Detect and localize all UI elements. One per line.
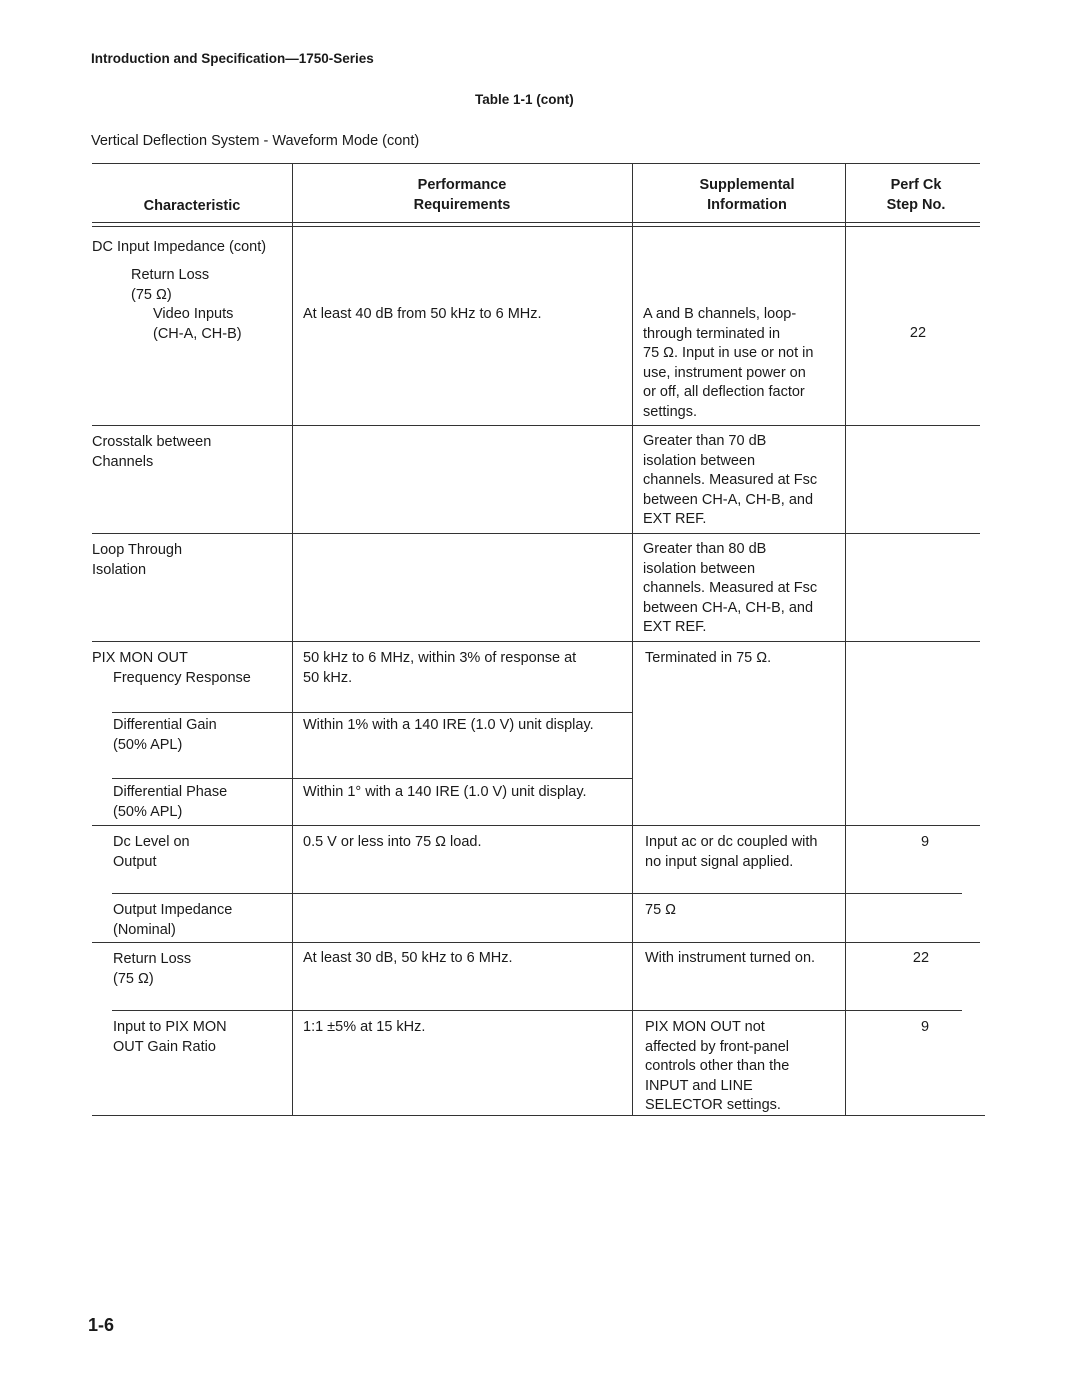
- performance: At least 40 dB from 50 kHz to 6 MHz.: [303, 306, 542, 322]
- characteristic-group: DC Input Impedance (cont): [92, 239, 267, 255]
- supplemental: Greater than 80 dB isolation between channels. Measured at Fsc between CH-A, CH-B, and EXT REF.: [643, 541, 818, 636]
- supplemental: Greater than 70 dB isolation between channels. Measured at Fsc between CH-A, CH-B, and EXT REF.: [643, 433, 818, 528]
- performance: At least 30 dB, 50 kHz to 6 MHz.: [303, 950, 513, 966]
- supplemental: A and B channels, loop- through terminated in 75 Ω. Input in use or not in use, instrument power on or off, all deflection factor settings.: [643, 306, 814, 420]
- characteristic: Differential Gain (50% APL): [113, 717, 217, 753]
- running-header: Introduction and Specification—1750-Series: [91, 51, 374, 66]
- characteristic: Video Inputs (CH-A, CH-B): [153, 306, 242, 342]
- characteristic: Input to PIX MON OUT Gain Ratio: [113, 1019, 227, 1055]
- table-title: Table 1-1 (cont): [475, 92, 574, 107]
- characteristic: Output Impedance (Nominal): [113, 902, 233, 938]
- column-header-performance: Performance Requirements: [413, 177, 511, 213]
- supplemental: With instrument turned on.: [645, 950, 816, 966]
- supplemental: Input ac or dc coupled with no input signal applied.: [645, 834, 818, 870]
- step: 22: [909, 325, 927, 341]
- supplemental: PIX MON OUT not affected by front-panel controls other than the INPUT and LINE SELECTOR settings.: [645, 1019, 790, 1114]
- performance: 0.5 V or less into 75 Ω load.: [303, 834, 482, 850]
- characteristic: Loop Through Isolation: [92, 542, 183, 578]
- step: 9: [920, 834, 930, 850]
- characteristic: Frequency Response: [113, 670, 251, 686]
- characteristic-group: PIX MON OUT: [92, 650, 188, 666]
- column-header-characteristic: Characteristic: [143, 198, 241, 214]
- supplemental: Terminated in 75 Ω.: [645, 650, 772, 666]
- characteristic: Crosstalk between Channels: [92, 434, 212, 470]
- supplemental: 75 Ω: [645, 902, 676, 918]
- characteristic: Differential Phase (50% APL): [113, 784, 228, 820]
- column-header-step: Perf Ck Step No.: [886, 177, 946, 213]
- characteristic: Dc Level on Output: [113, 834, 190, 870]
- performance: Within 1° with a 140 IRE (1.0 V) unit display.: [303, 784, 587, 800]
- performance: 50 kHz to 6 MHz, within 3% of response at 50 kHz.: [303, 650, 577, 686]
- characteristic: Return Loss (75 Ω): [113, 951, 192, 987]
- page-number: 1-6: [88, 1315, 115, 1335]
- section-title: Vertical Deflection System - Waveform Mode (cont): [91, 133, 420, 149]
- step: 9: [920, 1019, 930, 1035]
- step: 22: [912, 950, 930, 966]
- performance: Within 1% with a 140 IRE (1.0 V) unit display.: [303, 717, 594, 733]
- characteristic-sub: Return Loss (75 Ω): [131, 267, 210, 303]
- performance: 1:1 ±5% at 15 kHz.: [303, 1019, 426, 1035]
- column-header-supplemental: Supplemental Information: [699, 177, 795, 213]
